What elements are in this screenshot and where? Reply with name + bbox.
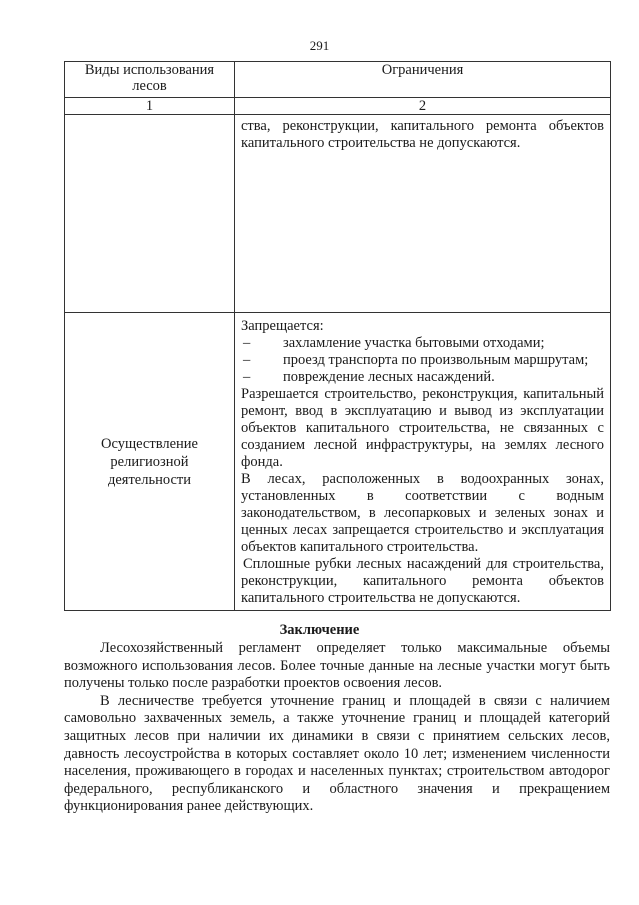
water-zones-paragraph: В лесах, расположенных в водоохранных зонах, установленных в соответствии с водным законодательством, в лесопарковых и зеленых зонах и ценных лесах запрещается строительство и эксплуатация объектов капитального строительства.	[241, 471, 604, 555]
column-number-2: 2	[235, 98, 611, 115]
list-item	[241, 352, 604, 369]
restriction-continuation: ства, реконструкции, капитального ремонта объектов капитального строительства не допускаются.	[241, 118, 604, 151]
dash-marker: –	[243, 352, 251, 368]
dash-marker: –	[243, 335, 251, 351]
prohibited-item: захламление участка бытовыми отходами;	[283, 335, 545, 351]
conclusion-title: Заключение	[279, 622, 360, 638]
header-forest-use: Виды использования лесов	[65, 62, 235, 98]
page-number: 291	[309, 38, 330, 53]
table-number-row	[65, 98, 611, 115]
dash-marker: –	[243, 369, 251, 385]
clear-cutting-paragraph: Сплошные рубки лесных насаждений для строительства, реконструкции, капитального ремонта объектов капитального строительства не допускаются.	[241, 556, 604, 606]
column-number-1: 1	[65, 98, 235, 115]
prohibited-item: повреждение лесных насаждений.	[283, 369, 495, 385]
header-restrictions: Ограничения	[235, 62, 611, 98]
forest-use-cell	[65, 115, 235, 313]
table-header-row	[65, 62, 611, 98]
conclusion-body	[64, 640, 610, 816]
list-item	[241, 369, 604, 386]
forest-use-cell	[65, 313, 235, 611]
prohibited-label: Запрещается:	[241, 318, 324, 334]
restrictions-text	[235, 313, 610, 607]
forest-use-name: Осуществление религиозной деятельности	[101, 435, 198, 488]
restrictions-cell	[235, 313, 611, 611]
prohibited-item: проезд транспорта по произвольным маршрутам;	[283, 352, 589, 368]
regulation-table	[64, 61, 611, 611]
allowed-paragraph: Разрешается строительство, реконструкция, капитальный ремонт, ввод в эксплуатацию и вывод из эксплуатации объектов капитального строительства, не связанных с созданием лесной инфраструктуры, на землях лесного фонда.	[241, 386, 604, 470]
table-row	[65, 115, 611, 313]
conclusion-paragraph: В лесничестве требуется уточнение границ и площадей в связи с наличием самовольно захваченных земель, а также уточнение границ и площадей категорий защитных лесов при наличии их динамики в связи с принятием сельских лесов, давность лесоустройства в которых составляет около 10 лет; изменением численности населения, проживающего в городах и населенных пунктах; строительством автодорог федерального, республиканского и областного значения и прекращением функционирования ранее действующих.	[64, 692, 610, 815]
restrictions-cell	[235, 115, 611, 313]
list-item	[241, 335, 604, 352]
conclusion-paragraph: Лесохозяйственный регламент определяет только максимальные объемы возможного использования лесов. Более точные данные на лесные участки могут быть получены только после разработки проектов освоения лесов.	[64, 640, 610, 692]
forest-use-name	[65, 115, 234, 312]
table-row	[65, 313, 611, 611]
